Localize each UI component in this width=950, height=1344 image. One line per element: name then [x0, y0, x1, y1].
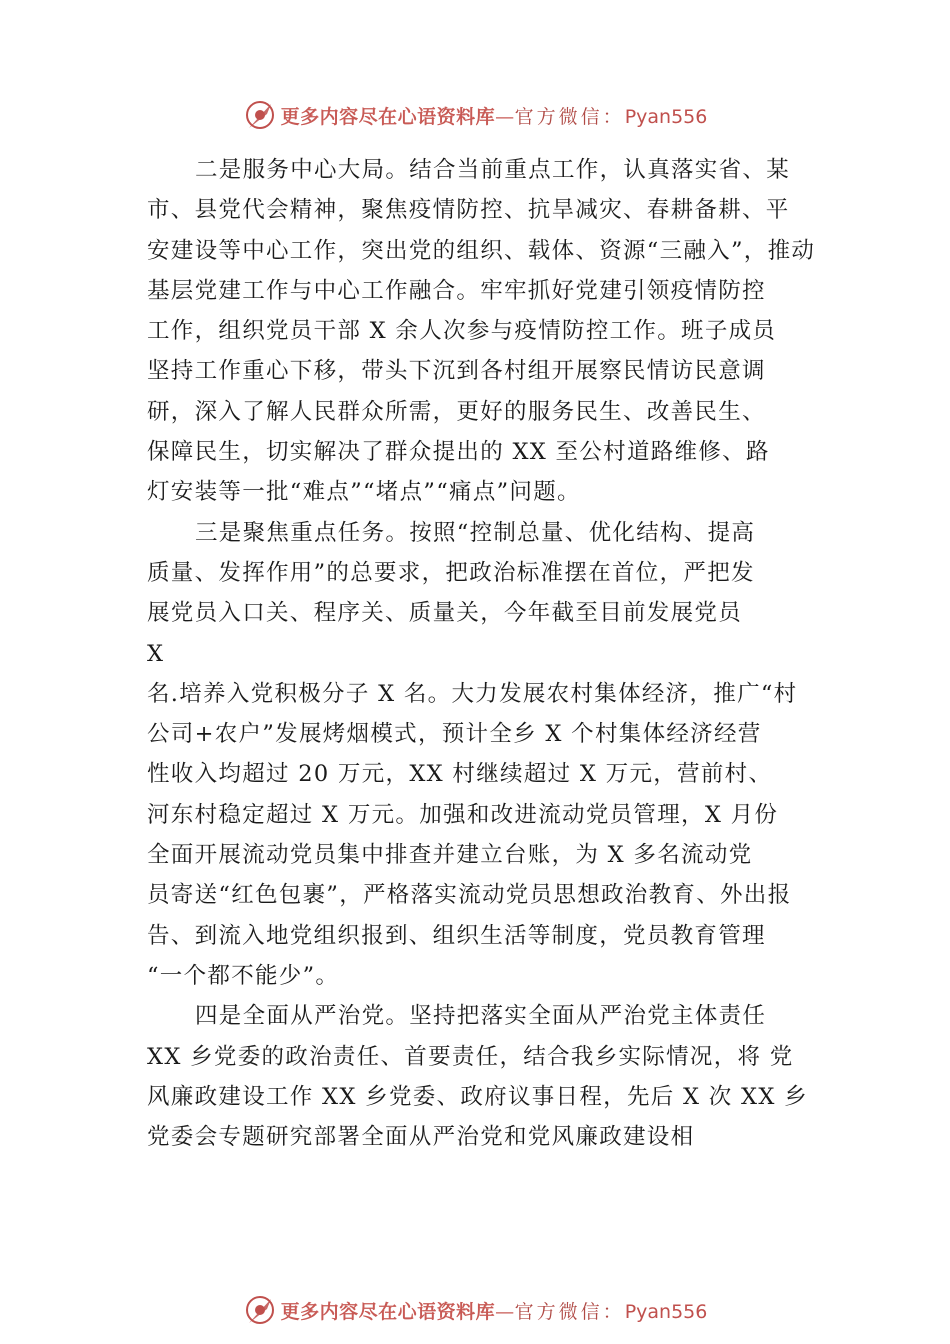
- text-line: 全面开展流动党员集中排查并建立台账，为 X 多名流动党: [147, 842, 753, 869]
- text-line: 四是全面从严治党。坚持把落实全面从严治党主体责任: [195, 1003, 767, 1030]
- text-line: XX 乡党委的政治责任、首要责任，结合我乡实际情况，将 党: [147, 1043, 794, 1070]
- quill-logo-icon: [243, 1293, 277, 1327]
- watermark-dash: —: [495, 105, 515, 128]
- text-line: 性收入均超过 20 万元，XX 村继续超过 X 万元，营前村、: [147, 761, 773, 788]
- text-line: 风廉政建设工作 XX 乡党委、政府议事日程，先后 X 次 XX 乡: [147, 1083, 808, 1110]
- text-line: 二是服务中心大局。结合当前重点工作，认真落实省、某: [195, 157, 791, 183]
- watermark-label: 官方微信：: [514, 105, 625, 128]
- watermark-dash: —: [495, 1300, 515, 1323]
- watermark-text: [281, 102, 708, 129]
- text-line: 坚持工作重心下移，带头下沉到各村组开展察民情访民意调: [147, 358, 766, 385]
- text-line: 工作，组织党员干部 X 余人次参与疫情防控工作。班子成员: [147, 318, 777, 345]
- watermark-brand: 更多内容尽在心语资料库: [280, 105, 496, 128]
- text-line: 展党员入口关、程序关、质量关，今年截至目前发展党员: [147, 600, 743, 627]
- document-body: [147, 150, 819, 1157]
- text-line: 市、县党代会精神，聚焦疫情防控、抗旱减灾、春耕备耕、平: [147, 197, 790, 224]
- watermark-handle: Pyan556: [624, 1300, 708, 1323]
- header-watermark: [0, 95, 950, 135]
- text-line: 质量、发挥作用”的总要求，把政治标准摆在首位，严把发: [147, 559, 755, 586]
- quill-logo-icon: [243, 98, 277, 132]
- text-line: 员寄送“红色包裹”，严格落实流动党员思想政治教育、外出报: [147, 882, 792, 909]
- watermark-brand: 更多内容尽在心语资料库: [280, 1300, 496, 1323]
- text-line: 名.培养入党积极分子 X 名。大力发展农村集体经济，推广“村: [147, 680, 798, 707]
- text-line: 三是聚焦重点任务。按照“控制总量、优化结构、提高: [195, 519, 756, 546]
- text-line: 保障民生，切实解决了群众提出的 XX 至公村道路维修、路: [147, 439, 770, 466]
- watermark-label: 官方微信：: [514, 1300, 625, 1323]
- text-line: 公司+农户”发展烤烟模式，预计全乡 X 个村集体经济经营: [147, 721, 762, 748]
- text-line: “一个都不能少”。: [147, 962, 340, 989]
- paragraph-key-tasks: [147, 513, 819, 997]
- text-line: 安建设等中心工作，突出党的组织、载体、资源“三融入”，推动: [147, 237, 816, 264]
- paragraph-service-center: [147, 150, 819, 513]
- watermark-text: [281, 1297, 708, 1324]
- text-line: 告、到流入地党组织报到、组织生活等制度，党员教育管理: [147, 922, 766, 949]
- paragraph-party-discipline: [147, 996, 819, 1157]
- text-line: 基层党建工作与中心工作融合。牢牢抓好党建引领疫情防控: [147, 277, 766, 304]
- text-line: 河东村稳定超过 X 万元。加强和改进流动党员管理，X 月份: [147, 801, 779, 828]
- text-line: X: [147, 640, 165, 667]
- watermark-handle: Pyan556: [624, 105, 708, 128]
- text-line: 研，深入了解人民群众所需，更好的服务民生、改善民生、: [147, 398, 766, 425]
- text-line: 灯安装等一批“难点”“堵点”“痛点”问题。: [147, 479, 581, 506]
- text-line: 党委会专题研究部署全面从严治党和党风廉政建设相: [147, 1124, 695, 1151]
- footer-watermark: [0, 1290, 950, 1330]
